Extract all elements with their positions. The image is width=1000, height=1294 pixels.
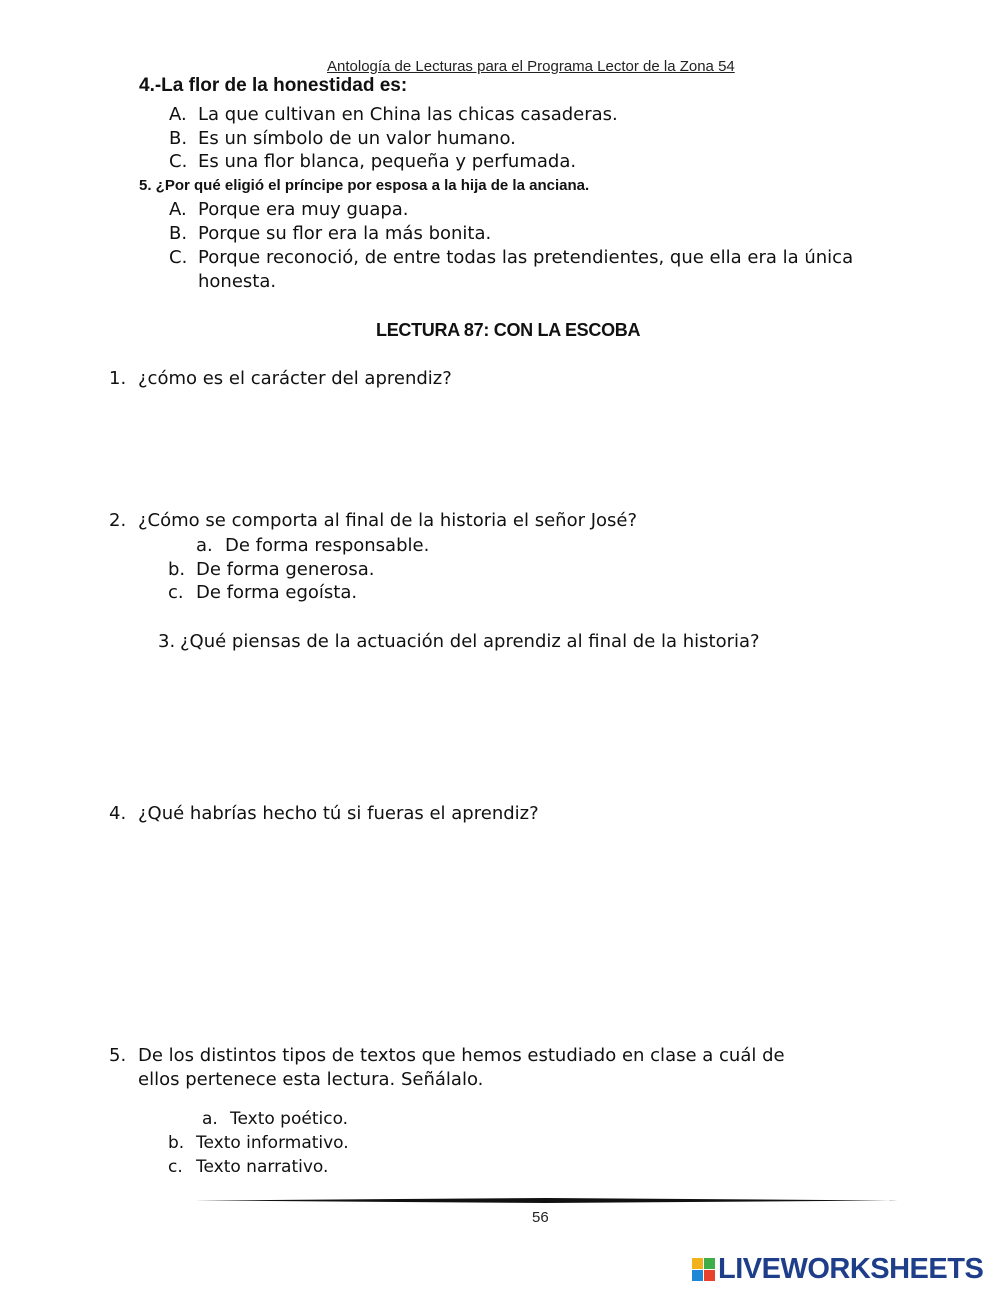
option-item: C. Es una flor blanca, pequeña y perfumada. bbox=[169, 151, 577, 172]
option-item: A. Porque era muy guapa. bbox=[169, 199, 409, 220]
question-item: 1. ¿cómo es el carácter del aprendiz? bbox=[109, 368, 452, 389]
option-item: b. De forma generosa. bbox=[168, 559, 375, 580]
option-item: B. Porque su flor era la más bonita. bbox=[169, 223, 492, 244]
question-item: 2. ¿Cómo se comporta al final de la historia el señor José? bbox=[109, 510, 638, 531]
logo-tile bbox=[704, 1258, 715, 1269]
option-continuation: honesta. bbox=[198, 271, 277, 292]
question-item: 3. ¿Qué piensas de la actuación del aprendiz al final de la historia? bbox=[158, 631, 760, 652]
option-item: B. Es un símbolo de un valor humano. bbox=[169, 128, 516, 149]
question-item: 5. De los distintos tipos de textos que hemos estudiado en clase a cuál de bbox=[109, 1045, 785, 1066]
logo-text: LIVEWORKSHEETS bbox=[718, 1252, 984, 1285]
liveworksheets-logo-icon bbox=[692, 1258, 715, 1281]
logo-tile bbox=[704, 1270, 715, 1281]
document-header: Antología de Lecturas para el Programa Lector de la Zona 54 bbox=[327, 58, 735, 75]
logo-tile bbox=[692, 1270, 703, 1281]
page-number: 56 bbox=[532, 1209, 549, 1226]
question-item: 4. ¿Qué habrías hecho tú si fueras el aprendiz? bbox=[109, 803, 539, 824]
option-item: a. Texto poético. bbox=[202, 1109, 349, 1129]
option-item: c. Texto narrativo. bbox=[168, 1157, 329, 1177]
question-title: 5. ¿Por qué eligió el príncipe por esposa a la hija de la anciana. bbox=[139, 177, 590, 194]
option-item: C. Porque reconoció, de entre todas las pretendientes, que ella era la única bbox=[169, 247, 854, 268]
footer-divider bbox=[194, 1198, 898, 1203]
option-item: b. Texto informativo. bbox=[168, 1133, 349, 1153]
option-item: A. La que cultivan en China las chicas casaderas. bbox=[169, 104, 618, 125]
liveworksheets-logo[interactable] bbox=[692, 1252, 983, 1286]
option-item: a. De forma responsable. bbox=[196, 535, 430, 556]
question-title: 4.-La flor de la honestidad es: bbox=[139, 75, 408, 96]
question-continuation: ellos pertenece esta lectura. Señálalo. bbox=[138, 1069, 484, 1090]
option-item: c. De forma egoísta. bbox=[168, 582, 358, 603]
reading-title: LECTURA 87: CON LA ESCOBA bbox=[376, 320, 641, 340]
logo-tile bbox=[692, 1258, 703, 1269]
